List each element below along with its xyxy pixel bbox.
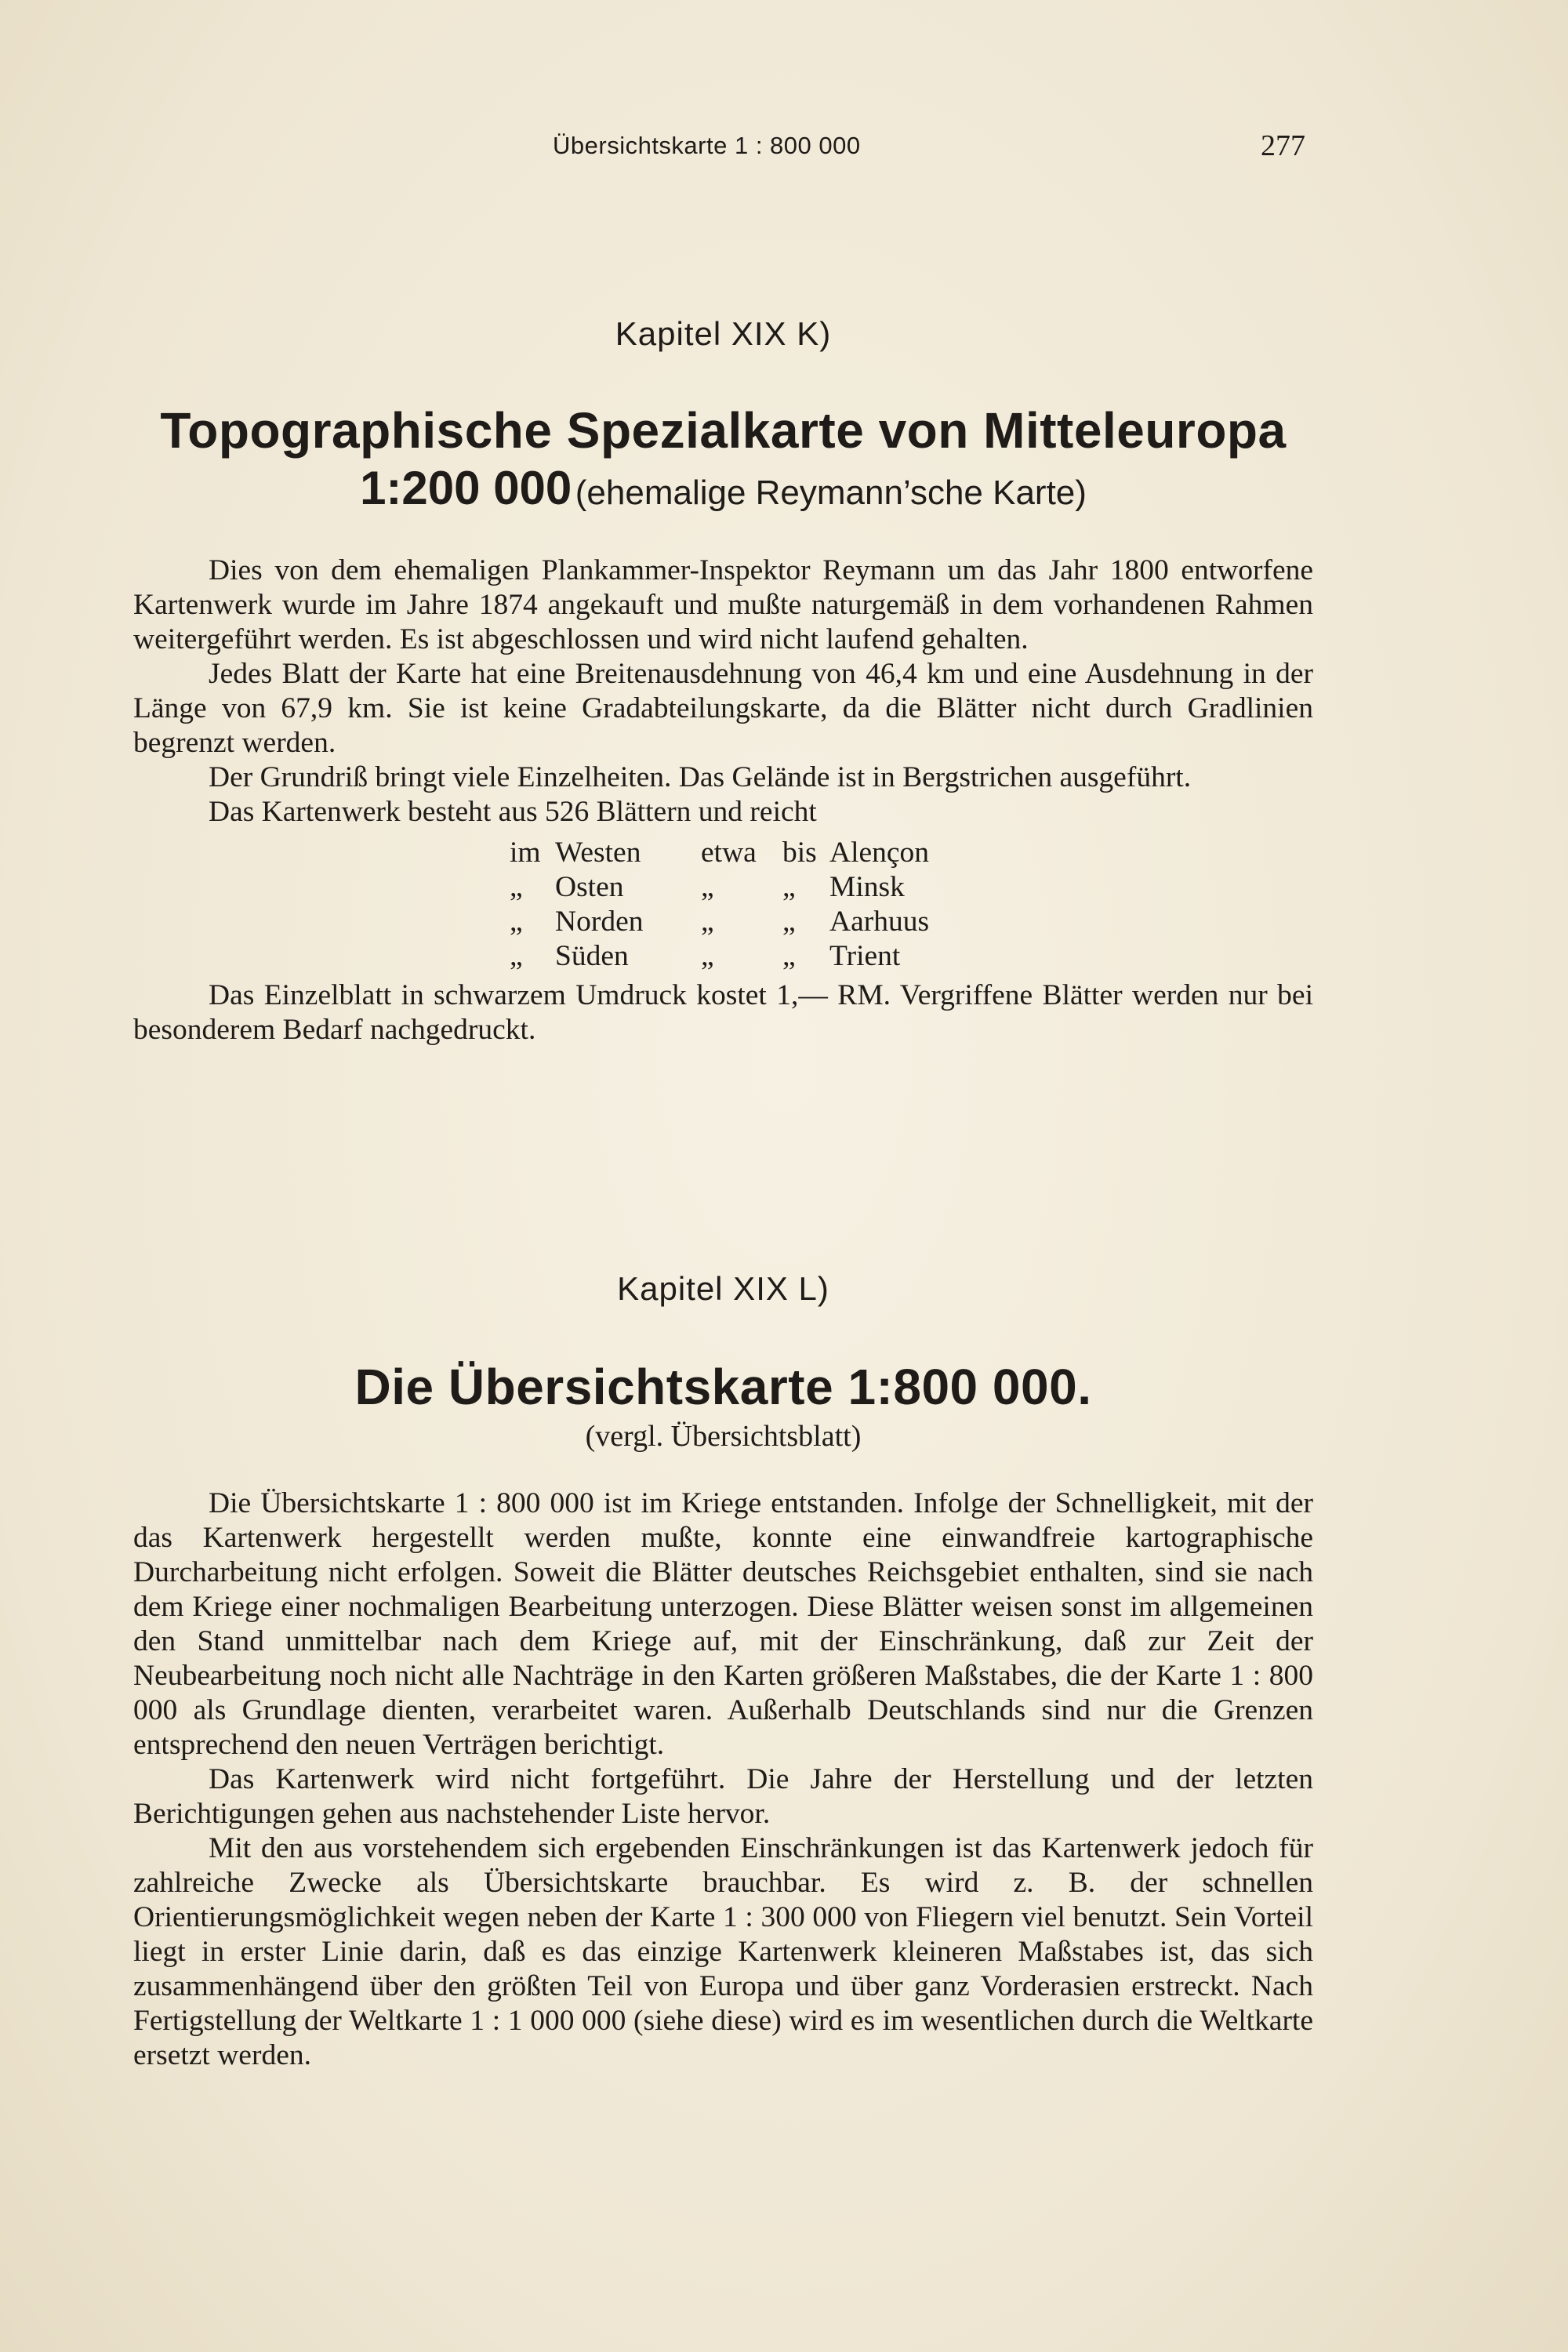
extent-qualifier: etwa — [701, 837, 757, 869]
extent-preposition: „ — [782, 871, 796, 903]
section1-body — [133, 554, 1313, 1047]
extent-prefix: im — [510, 837, 541, 869]
extent-qualifier: „ — [701, 906, 714, 938]
section1-chapter-heading: Kapitel XIX K) — [615, 315, 832, 352]
extent-qualifier: „ — [701, 940, 714, 972]
extent-row — [133, 836, 1313, 870]
section1-paragraph: Jedes Blatt der Karte hat eine Breitenausdehnung von 46,4 km und eine Ausdehnung in der Länge von 67,9 km. Sie ist keine Gradabteilungskarte, da die Blätter nicht durch Gradlinien begrenzt werden. — [133, 658, 1313, 759]
extent-direction: Süden — [555, 940, 629, 972]
extent-preposition: „ — [782, 940, 796, 972]
page-number: 277 — [1261, 129, 1305, 162]
section1-scale: 1:200 000 — [360, 462, 572, 514]
section1-subtitle-line — [133, 459, 1313, 530]
section1-title-block — [133, 401, 1313, 530]
extent-row — [133, 905, 1313, 939]
section2-title: Die Übersichtskarte 1:800 000. — [354, 1359, 1092, 1415]
extent-preposition: „ — [782, 906, 796, 938]
section2-chapter-heading: Kapitel XIX L) — [617, 1270, 829, 1307]
section1-paragraph: Dies von dem ehemaligen Plankammer-Inspektor Reymann um das Jahr 1800 entworfene Kartenwerk wurde im Jahre 1874 angekauft und mußte naturgemäß in dem vorhandenen Rahmen weitergeführt werden. Es ist abgeschlossen und wird nicht laufend gehalten. — [133, 554, 1313, 655]
extent-direction: Osten — [555, 871, 624, 903]
extent-place: Aarhuus — [829, 906, 930, 938]
extent-place: Minsk — [829, 871, 905, 903]
section2-paragraph: Das Kartenwerk wird nicht fortgeführt. Die Jahre der Herstellung und der letzten Berichtigungen gehen aus nachstehender Liste hervor. — [133, 1763, 1313, 1830]
extent-preposition: bis — [782, 837, 817, 869]
section2-body — [133, 1486, 1313, 2073]
extent-prefix: „ — [510, 940, 523, 972]
running-head — [0, 125, 1568, 163]
extent-list — [133, 836, 1313, 974]
section1-closing-paragraph: Das Einzelblatt in schwarzem Umdruck kostet 1,— RM. Vergriffene Blätter werden nur bei besonderem Bedarf nachgedruckt. — [133, 979, 1313, 1046]
extent-place: Alençon — [829, 837, 930, 869]
section2-paragraph: Mit den aus vorstehendem sich ergebenden Einschränkungen ist das Kartenwerk jedoch für zahlreiche Zwecke als Übersichtskarte brauchbar. Es wird z. B. der schnellen Orientierungsmöglichkeit wegen neben der Karte 1 : 300 000 von Fliegern viel benutzt. Sein Vorteil liegt in erster Linie darin, daß es das einzige Kartenwerk kleineren Maßstabes ist, das sich zusammenhängend über den größten Teil von Europa und über ganz Vorderasien erstreckt. Nach Fertigstellung der Weltkarte 1 : 1 000 000 (siehe diese) wird es im wesentlichen durch die Weltkarte ersetzt werden. — [133, 1832, 1313, 2071]
section2-paragraph: Die Übersichtskarte 1 : 800 000 ist im Kriege entstanden. Infolge der Schnelligkeit, mit der das Kartenwerk hergestellt werden mußte, konnte eine einwandfreie kartographische Durcharbeitung nicht erfolgen. Soweit die Blätter deutsches Reichsgebiet enthalten, sind sie nach dem Kriege einer nochmaligen Bearbeitung unterzogen. Diese Blätter weisen sonst im allgemeinen den Stand unmittelbar nach dem Kriege auf, mit der Einschränkung, daß zur Zeit der Neubearbeitung noch nicht alle Nachträge in den Karten größeren Maßstabes, die der Karte 1 : 800 000 als Grundlage dienten, verarbeitet waren. Außerhalb Deutschlands sind nur die Grenzen entsprechend den neuen Verträgen berichtigt. — [133, 1487, 1313, 1761]
extent-place: Trient — [829, 940, 901, 972]
extent-direction: Westen — [555, 837, 641, 869]
extent-qualifier: „ — [701, 871, 714, 903]
section1-paragraph: Der Grundriß bringt viele Einzelheiten. Das Gelände ist in Bergstrichen ausgeführt. — [209, 761, 1192, 793]
extent-row — [133, 870, 1313, 905]
section1-extent-intro: Das Kartenwerk besteht aus 526 Blättern und reicht — [209, 796, 817, 828]
section1-title: Topographische Spezialkarte von Mitteleuropa — [160, 402, 1287, 459]
extent-row — [133, 939, 1313, 974]
section2-reference: (vergl. Übersichtsblatt) — [585, 1420, 862, 1453]
extent-prefix: „ — [510, 906, 523, 938]
extent-prefix: „ — [510, 871, 523, 903]
extent-direction: Norden — [555, 906, 644, 938]
section1-subtitle: (ehemalige Reymann’sche Karte) — [575, 474, 1087, 512]
running-head-title: Übersichtskarte 1 : 800 000 — [553, 132, 861, 159]
